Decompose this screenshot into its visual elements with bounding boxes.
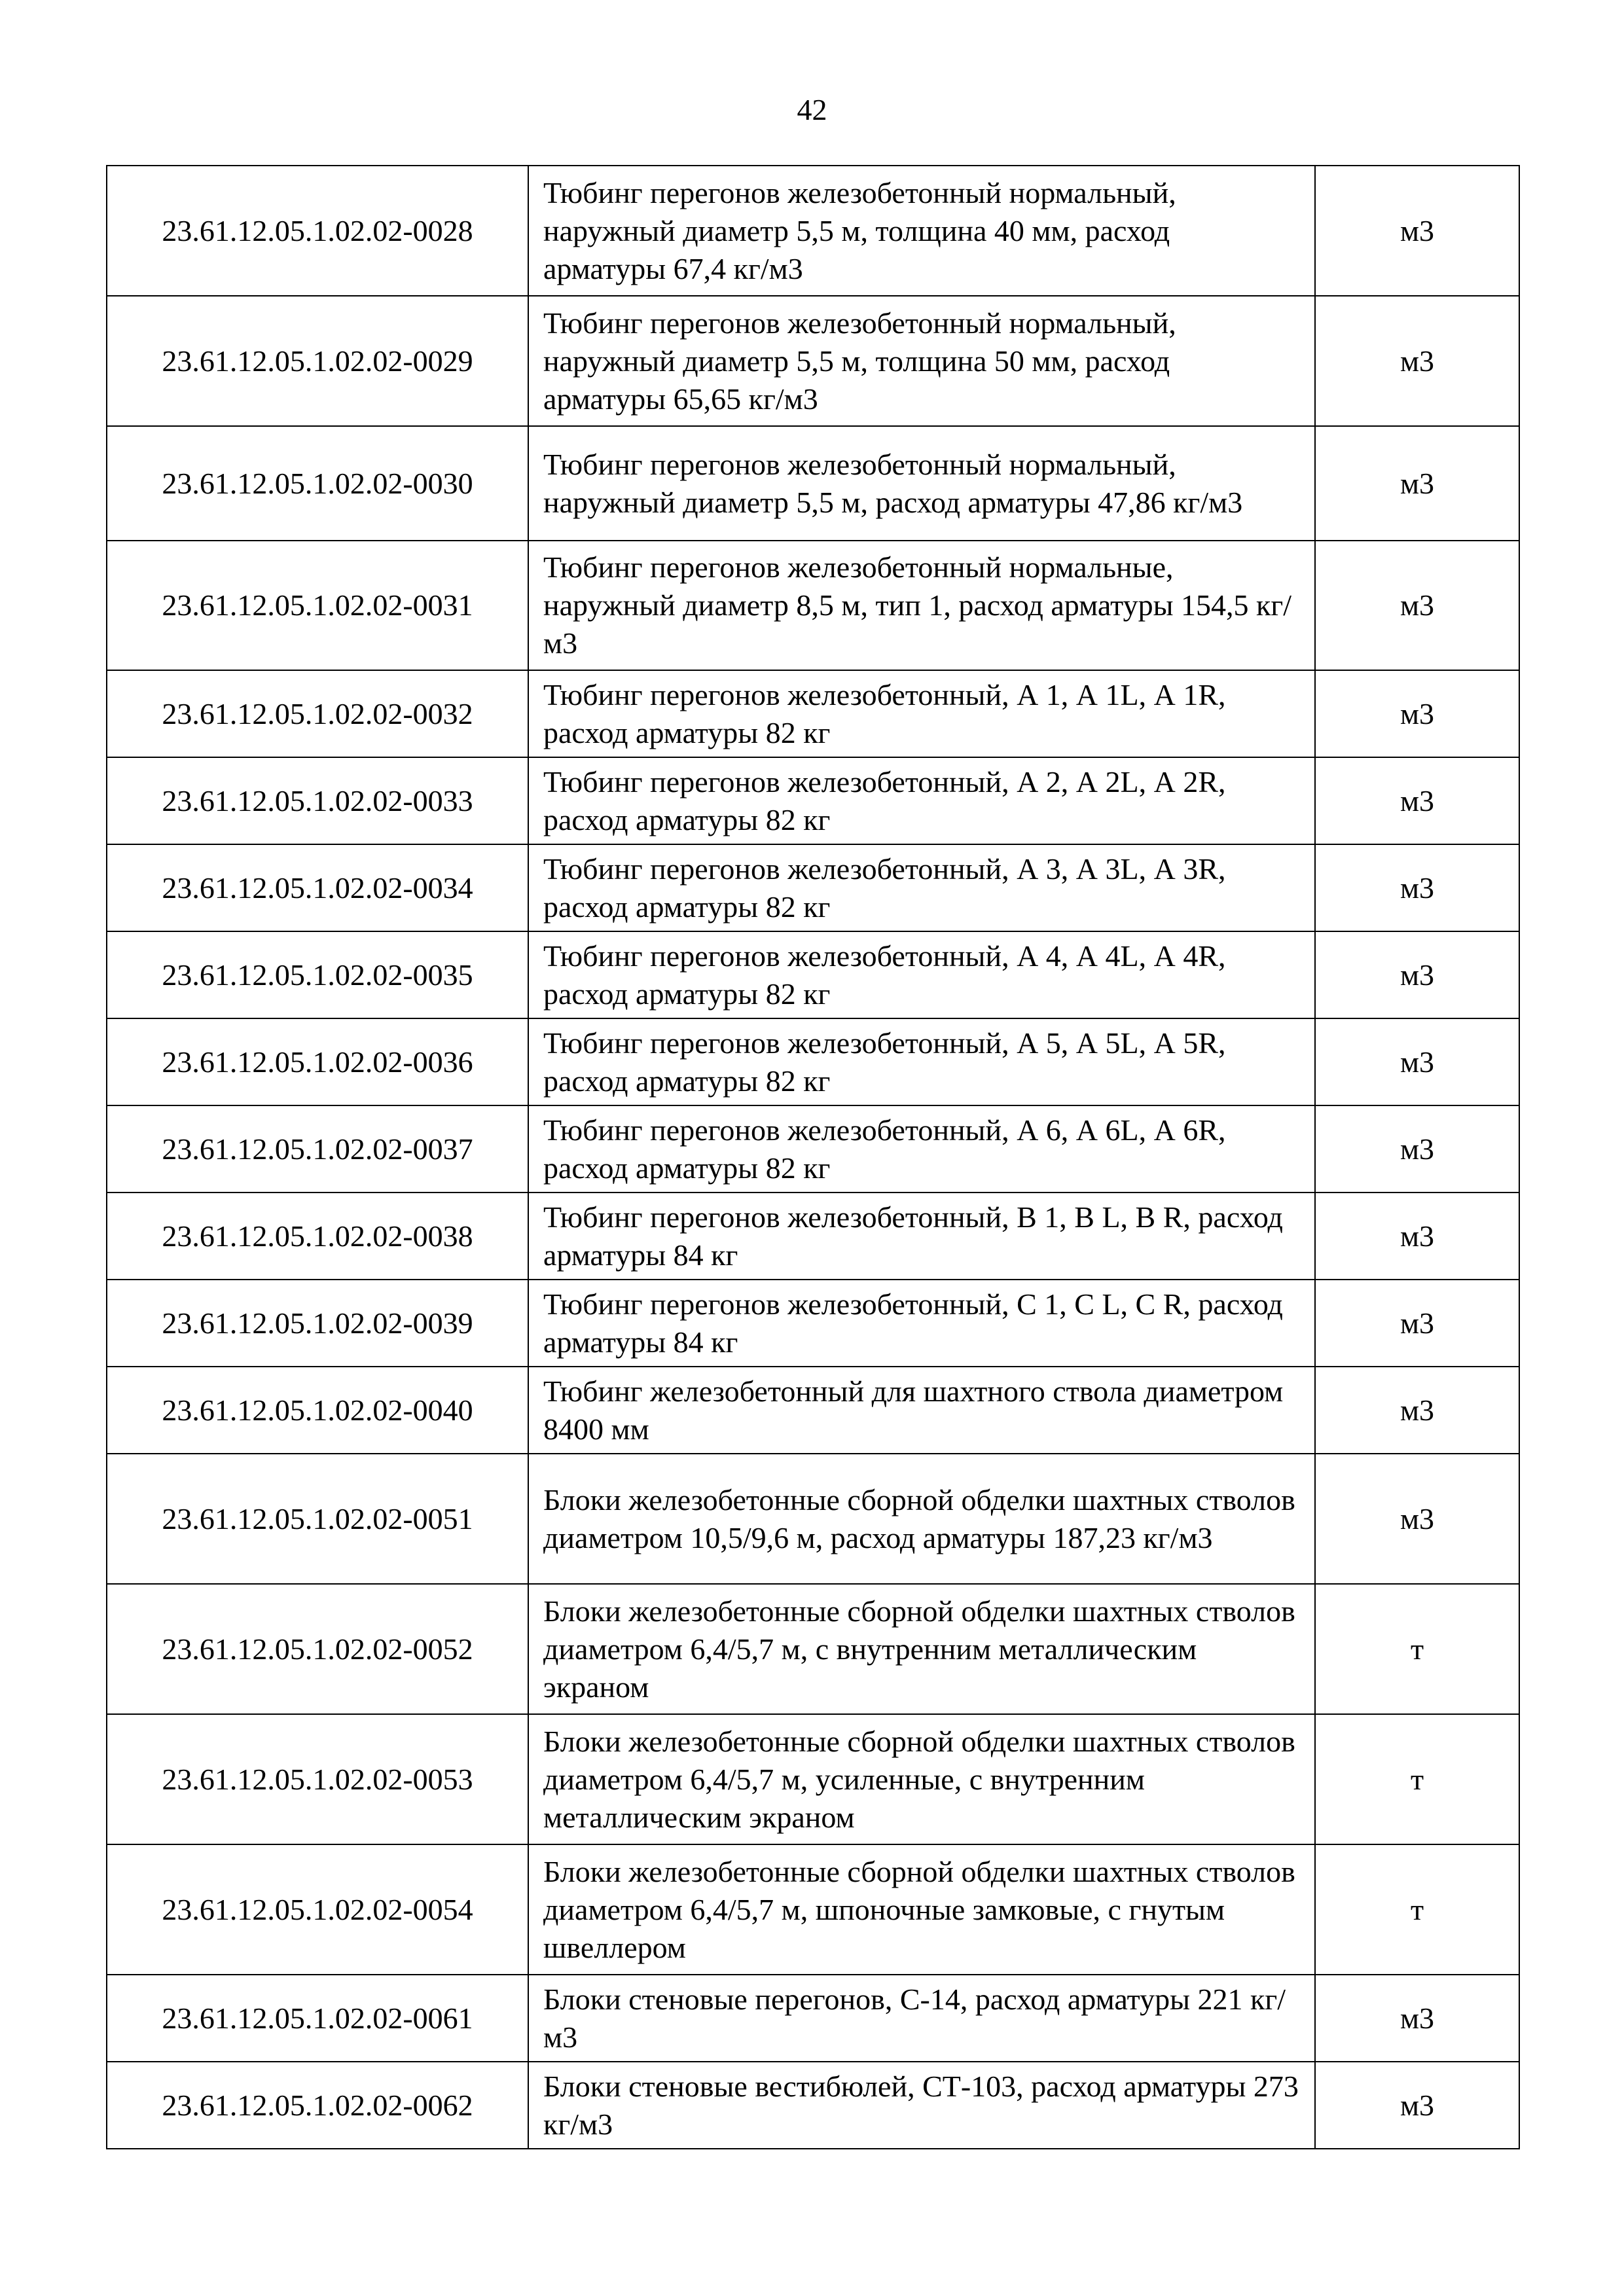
- resource-code-cell: 23.61.12.05.1.02.02-0054: [107, 1844, 528, 1975]
- resource-name-cell: Тюбинг перегонов железобетонный нормальный, наружный диаметр 5,5 м, расход арматуры 47,86 кг/м3: [528, 426, 1315, 541]
- table-row: [107, 931, 1519, 1018]
- table-row: [107, 1844, 1519, 1975]
- resource-code-cell: 23.61.12.05.1.02.02-0030: [107, 426, 528, 541]
- unit-cell: т: [1315, 1844, 1519, 1975]
- table-row: [107, 757, 1519, 844]
- resource-name-cell: Тюбинг перегонов железобетонный, А 5, А 5L, А 5R, расход арматуры 82 кг: [528, 1018, 1315, 1105]
- table-row: [107, 670, 1519, 757]
- table-row: [107, 1105, 1519, 1193]
- table-row: [107, 1193, 1519, 1280]
- unit-cell: м3: [1315, 670, 1519, 757]
- resource-code-cell: 23.61.12.05.1.02.02-0062: [107, 2062, 528, 2149]
- unit-cell: м3: [1315, 757, 1519, 844]
- resource-name-cell: Блоки железобетонные сборной обделки шахтных стволов диаметром 6,4/5,7 м, усиленные, с внутренним металлическим экраном: [528, 1714, 1315, 1844]
- unit-cell: м3: [1315, 1193, 1519, 1280]
- unit-cell: м3: [1315, 296, 1519, 426]
- table-row: [107, 426, 1519, 541]
- unit-cell: м3: [1315, 1454, 1519, 1584]
- resource-code-cell: 23.61.12.05.1.02.02-0037: [107, 1105, 528, 1193]
- resource-code-cell: 23.61.12.05.1.02.02-0034: [107, 844, 528, 931]
- table-row: [107, 844, 1519, 931]
- unit-cell: м3: [1315, 1975, 1519, 2062]
- resource-name-cell: Тюбинг перегонов железобетонный, А 6, А 6L, А 6R, расход арматуры 82 кг: [528, 1105, 1315, 1193]
- resource-code-cell: 23.61.12.05.1.02.02-0040: [107, 1367, 528, 1454]
- resource-code-cell: 23.61.12.05.1.02.02-0039: [107, 1280, 528, 1367]
- table-row: [107, 1454, 1519, 1584]
- resource-code-cell: 23.61.12.05.1.02.02-0053: [107, 1714, 528, 1844]
- unit-cell: м3: [1315, 166, 1519, 296]
- table-row: [107, 1280, 1519, 1367]
- resource-code-cell: 23.61.12.05.1.02.02-0033: [107, 757, 528, 844]
- resource-name-cell: Тюбинг перегонов железобетонный нормальный, наружный диаметр 5,5 м, толщина 40 мм, расход арматуры 67,4 кг/м3: [528, 166, 1315, 296]
- resource-table-body: [107, 166, 1519, 2149]
- unit-cell: м3: [1315, 1367, 1519, 1454]
- unit-cell: м3: [1315, 2062, 1519, 2149]
- resource-name-cell: Тюбинг перегонов железобетонный нормальный, наружный диаметр 5,5 м, толщина 50 мм, расход арматуры 65,65 кг/м3: [528, 296, 1315, 426]
- resource-table: [106, 165, 1520, 2149]
- resource-name-cell: Тюбинг железобетонный для шахтного ствола диаметром 8400 мм: [528, 1367, 1315, 1454]
- resource-name-cell: Тюбинг перегонов железобетонный, С 1, С L, С R, расход арматуры 84 кг: [528, 1280, 1315, 1367]
- table-row: [107, 1714, 1519, 1844]
- unit-cell: м3: [1315, 1280, 1519, 1367]
- resource-name-cell: Блоки железобетонные сборной обделки шахтных стволов диаметром 6,4/5,7 м, шпоночные замковые, с гнутым швеллером: [528, 1844, 1315, 1975]
- resource-name-cell: Тюбинг перегонов железобетонный, В 1, В L, В R, расход арматуры 84 кг: [528, 1193, 1315, 1280]
- resource-code-cell: 23.61.12.05.1.02.02-0052: [107, 1584, 528, 1714]
- resource-code-cell: 23.61.12.05.1.02.02-0051: [107, 1454, 528, 1584]
- unit-cell: м3: [1315, 426, 1519, 541]
- resource-code-cell: 23.61.12.05.1.02.02-0038: [107, 1193, 528, 1280]
- table-row: [107, 541, 1519, 670]
- resource-name-cell: Тюбинг перегонов железобетонный, А 2, А 2L, А 2R, расход арматуры 82 кг: [528, 757, 1315, 844]
- unit-cell: м3: [1315, 1018, 1519, 1105]
- table-row: [107, 1367, 1519, 1454]
- table-row: [107, 2062, 1519, 2149]
- unit-cell: т: [1315, 1584, 1519, 1714]
- resource-code-cell: 23.61.12.05.1.02.02-0036: [107, 1018, 528, 1105]
- table-row: [107, 1975, 1519, 2062]
- resource-name-cell: Тюбинг перегонов железобетонный, А 1, А 1L, А 1R, расход арматуры 82 кг: [528, 670, 1315, 757]
- resource-code-cell: 23.61.12.05.1.02.02-0029: [107, 296, 528, 426]
- resource-name-cell: Блоки стеновые перегонов, С-14, расход арматуры 221 кг/м3: [528, 1975, 1315, 2062]
- table-row: [107, 1584, 1519, 1714]
- unit-cell: м3: [1315, 541, 1519, 670]
- resource-name-cell: Тюбинг перегонов железобетонный, А 4, А 4L, А 4R, расход арматуры 82 кг: [528, 931, 1315, 1018]
- resource-code-cell: 23.61.12.05.1.02.02-0061: [107, 1975, 528, 2062]
- unit-cell: т: [1315, 1714, 1519, 1844]
- resource-name-cell: Тюбинг перегонов железобетонный, А 3, А 3L, А 3R, расход арматуры 82 кг: [528, 844, 1315, 931]
- resource-code-cell: 23.61.12.05.1.02.02-0035: [107, 931, 528, 1018]
- resource-code-cell: 23.61.12.05.1.02.02-0032: [107, 670, 528, 757]
- resource-name-cell: Блоки стеновые вестибюлей, СТ-103, расход арматуры 273 кг/м3: [528, 2062, 1315, 2149]
- resource-code-cell: 23.61.12.05.1.02.02-0031: [107, 541, 528, 670]
- resource-name-cell: Блоки железобетонные сборной обделки шахтных стволов диаметром 10,5/9,6 м, расход арматуры 187,23 кг/м3: [528, 1454, 1315, 1584]
- table-row: [107, 296, 1519, 426]
- table-row: [107, 166, 1519, 296]
- resource-code-cell: 23.61.12.05.1.02.02-0028: [107, 166, 528, 296]
- unit-cell: м3: [1315, 931, 1519, 1018]
- page-number: 42: [797, 93, 827, 126]
- resource-name-cell: Блоки железобетонные сборной обделки шахтных стволов диаметром 6,4/5,7 м, с внутренним металлическим экраном: [528, 1584, 1315, 1714]
- unit-cell: м3: [1315, 1105, 1519, 1193]
- unit-cell: м3: [1315, 844, 1519, 931]
- resource-name-cell: Тюбинг перегонов железобетонный нормальные, наружный диаметр 8,5 м, тип 1, расход арматуры 154,5 кг/м3: [528, 541, 1315, 670]
- table-row: [107, 1018, 1519, 1105]
